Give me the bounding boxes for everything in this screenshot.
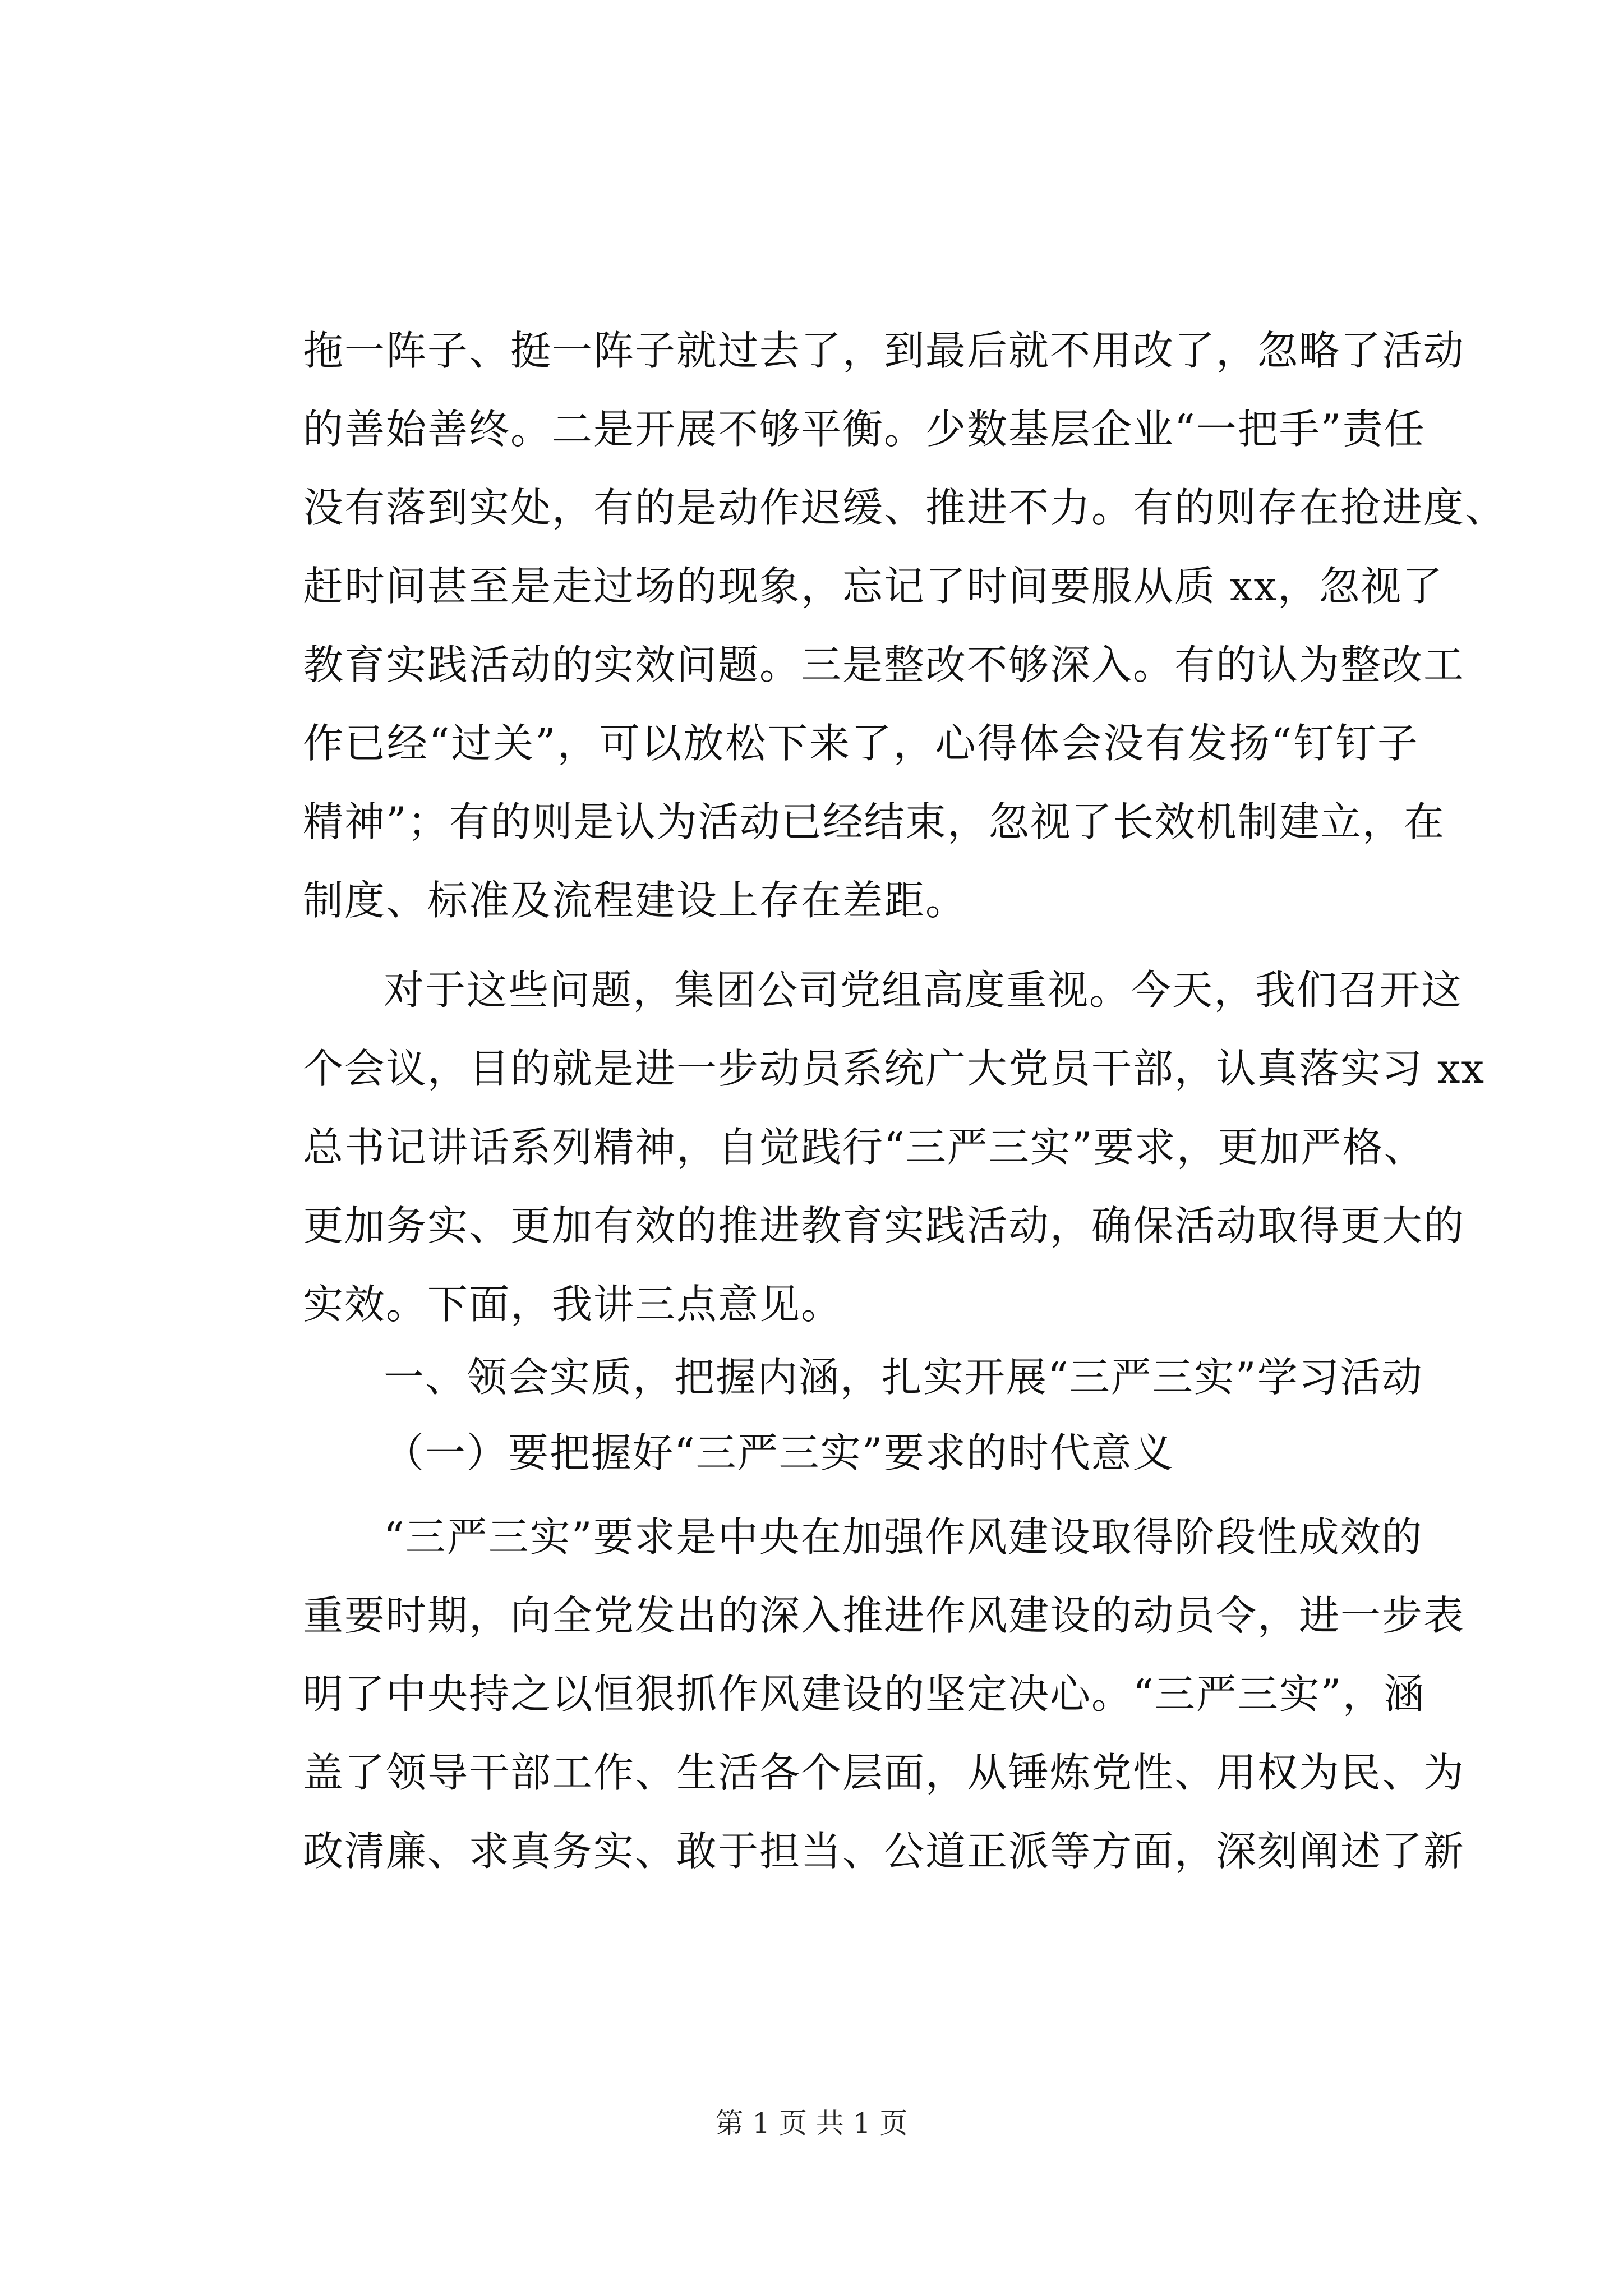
body-text-line: 教育实践活动的实效问题。三是整改不够深入。有的认为整改工 (303, 641, 1465, 688)
paragraph-start-line: “三严三实”要求是中央在加强作风建设取得阶段性成效的 (384, 1513, 1423, 1561)
body-text-line: 盖了领导干部工作、生活各个层面，从锤炼党性、用权为民、为 (303, 1749, 1465, 1796)
body-text-line: 个会议，目的就是进一步动员系统广大党员干部，认真落实习 xx (303, 1045, 1486, 1092)
body-text-line: 制度、标准及流程建设上存在差距。 (303, 877, 967, 924)
body-text-line: 总书记讲话系列精神，自觉践行“三严三实”要求，更加严格、 (303, 1124, 1426, 1171)
body-text-line: 拖一阵子、挺一阵子就过去了，到最后就不用改了，忽略了活动 (303, 327, 1465, 374)
body-text-line: 的善始善终。二是开展不够平衡。少数基层企业“一把手”责任 (303, 406, 1426, 453)
body-text-line: 作已经“过关”，可以放松下来了，心得体会没有发扬“钉钉子 (303, 720, 1419, 767)
body-text-line: 没有落到实处，有的是动作迟缓、推进不力。有的则存在抢进度、 (303, 484, 1507, 531)
body-text-line: 政清廉、求真务实、敢于担当、公道正派等方面，深刻阐述了新 (303, 1828, 1465, 1875)
body-text-line: 重要时期，向全党发出的深入推进作风建设的动员令，进一步表 (303, 1592, 1465, 1639)
body-text-line: 更加务实、更加有效的推进教育实践活动，确保活动取得更大的 (303, 1202, 1465, 1249)
body-text-line: 实效。下面，我讲三点意见。 (303, 1281, 843, 1328)
section-heading: 一、领会实质，把握内涵，扎实开展“三严三实”学习活动 (384, 1354, 1423, 1401)
body-text-line: 赶时间甚至是走过场的现象，忘记了时间要服从质 xx，忽视了 (303, 563, 1444, 610)
body-text-line: 精神”；有的则是认为活动已经结束，忽视了长效机制建立，在 (303, 798, 1445, 845)
paragraph-start-line: 对于这些问题，集团公司党组高度重视。今天，我们召开这 (384, 967, 1463, 1014)
page-footer: 第 1 页 共 1 页 (715, 2107, 908, 2139)
body-text-line: 明了中央持之以恒狠抓作风建设的坚定决心。“三严三实”，涵 (303, 1671, 1426, 1718)
subsection-heading: （一）要把握好“三严三实”要求的时代意义 (384, 1429, 1174, 1476)
